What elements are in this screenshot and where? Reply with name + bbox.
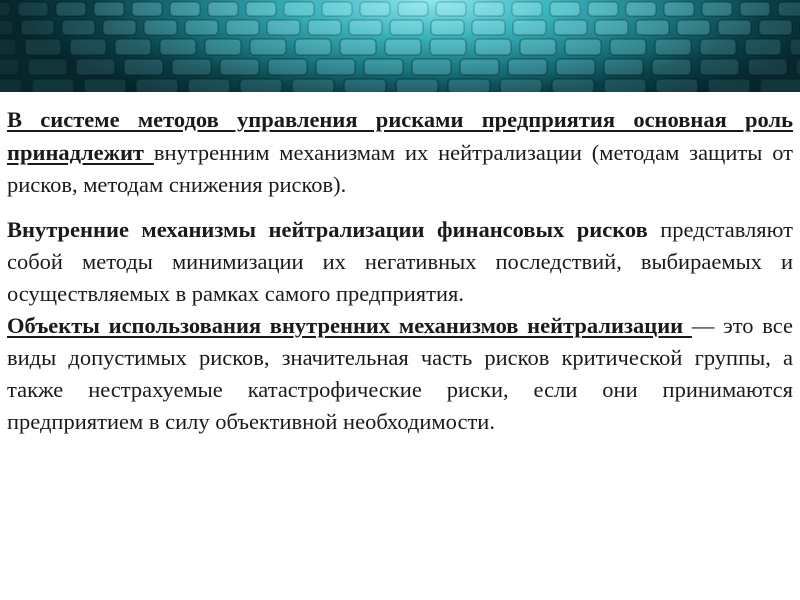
banner-cell <box>103 20 136 35</box>
banner-cell <box>56 2 86 16</box>
banner-cell <box>220 59 259 75</box>
banner-cell <box>205 39 241 55</box>
banner-cell <box>284 2 314 16</box>
banner-cell <box>556 59 595 75</box>
banner-cell <box>240 79 282 92</box>
banner-cell <box>316 59 355 75</box>
banner-cell <box>740 2 770 16</box>
banner-cell <box>436 2 466 16</box>
banner-cell <box>430 39 466 55</box>
paragraph-3 <box>7 310 793 438</box>
banner-cell <box>0 2 10 16</box>
banner-cell <box>76 59 115 75</box>
banner-cell <box>552 79 594 92</box>
paragraph-1-text: внутренним механизмам их нейтрализации (методам защиты от рисков, методам снижения рисков). <box>7 139 793 197</box>
banner-cell <box>84 79 126 92</box>
banner-cell <box>144 20 177 35</box>
banner-cell <box>796 59 800 75</box>
slide-body <box>7 104 793 438</box>
banner-cell <box>778 2 800 16</box>
banner-cell <box>702 2 732 16</box>
banner-cell <box>718 20 751 35</box>
banner-cell <box>292 79 334 92</box>
banner-cell <box>0 59 19 75</box>
banner-cell <box>185 20 218 35</box>
banner-cell <box>655 39 691 55</box>
banner-cell <box>0 20 13 35</box>
banner-cell <box>500 79 542 92</box>
header-banner <box>0 0 800 92</box>
banner-cell <box>160 39 196 55</box>
banner-cell <box>475 39 511 55</box>
banner-cell <box>474 2 504 16</box>
banner-cell <box>94 2 124 16</box>
banner-cell <box>0 79 22 92</box>
banner-cell <box>349 20 382 35</box>
banner-cell <box>360 2 390 16</box>
banner-cell <box>759 20 792 35</box>
banner-cell <box>172 59 211 75</box>
banner-cell <box>508 59 547 75</box>
banner-cell <box>745 39 781 55</box>
paragraph-2 <box>7 214 793 310</box>
banner-cell <box>652 59 691 75</box>
banner-cell <box>664 2 694 16</box>
banner-cell <box>28 59 67 75</box>
banner-cell <box>32 79 74 92</box>
banner-cell <box>610 39 646 55</box>
banner-cell <box>124 59 163 75</box>
banner-cell <box>595 20 628 35</box>
banner-cell <box>364 59 403 75</box>
banner-cell <box>760 79 800 92</box>
banner-cell <box>246 2 276 16</box>
banner-cell <box>412 59 451 75</box>
paragraph-2-text: представляют собой методы минимизации их негативных последствий, выбираемых и осуществляемых в рамках самого предприятия. <box>7 216 793 306</box>
banner-cell <box>700 59 739 75</box>
banner-cell <box>188 79 230 92</box>
banner-cell <box>267 20 300 35</box>
banner-cell <box>790 39 800 55</box>
banner-cell <box>398 2 428 16</box>
banner-cell <box>268 59 307 75</box>
banner-cell <box>656 79 698 92</box>
banner-cell <box>136 79 178 92</box>
banner-cell <box>626 2 656 16</box>
banner-cell <box>390 20 423 35</box>
banner-cell <box>340 39 376 55</box>
banner-cell <box>0 39 16 55</box>
banner-cell <box>132 2 162 16</box>
banner-cell <box>588 2 618 16</box>
banner-cell <box>62 20 95 35</box>
banner-cell <box>344 79 386 92</box>
banner-cell <box>25 39 61 55</box>
banner-cell <box>512 2 542 16</box>
banner-cell <box>322 2 352 16</box>
paragraph-1-bold-lead: В системе методов управления рисками предприятия основная роль принадлежит <box>7 107 793 165</box>
banner-cell <box>460 59 499 75</box>
banner-grid-pattern <box>0 0 800 92</box>
banner-cell <box>636 20 669 35</box>
paragraph-1 <box>7 104 793 202</box>
banner-cell <box>472 20 505 35</box>
banner-cell <box>295 39 331 55</box>
banner-cell <box>604 59 643 75</box>
paragraph-3-bold-lead: Объекты использования внутренних механизмов нейтрализации <box>7 312 692 338</box>
banner-cell <box>550 2 580 16</box>
banner-cell <box>70 39 106 55</box>
banner-cell <box>115 39 151 55</box>
banner-cell <box>431 20 464 35</box>
banner-cell <box>700 39 736 55</box>
banner-cell <box>170 2 200 16</box>
banner-cell <box>226 20 259 35</box>
banner-cell <box>604 79 646 92</box>
banner-cell <box>708 79 750 92</box>
banner-cell <box>565 39 601 55</box>
banner-cell <box>448 79 490 92</box>
paragraph-3-text: — это все виды допустимых рисков, значительная часть рисков критической группы, а также нестрахуемые катастрофические риски, если они принимаются предприятием в силу объективной необходимости. <box>7 312 793 434</box>
banner-cell <box>554 20 587 35</box>
banner-cell <box>513 20 546 35</box>
banner-cell <box>385 39 421 55</box>
paragraph-2-bold-lead: Внутренние механизмы нейтрализации финансовых рисков <box>7 216 648 242</box>
banner-cell <box>18 2 48 16</box>
banner-cell <box>250 39 286 55</box>
banner-cell <box>21 20 54 35</box>
banner-cell <box>748 59 787 75</box>
banner-cell <box>208 2 238 16</box>
banner-cell <box>396 79 438 92</box>
banner-cell <box>677 20 710 35</box>
banner-cell <box>308 20 341 35</box>
banner-cell <box>520 39 556 55</box>
